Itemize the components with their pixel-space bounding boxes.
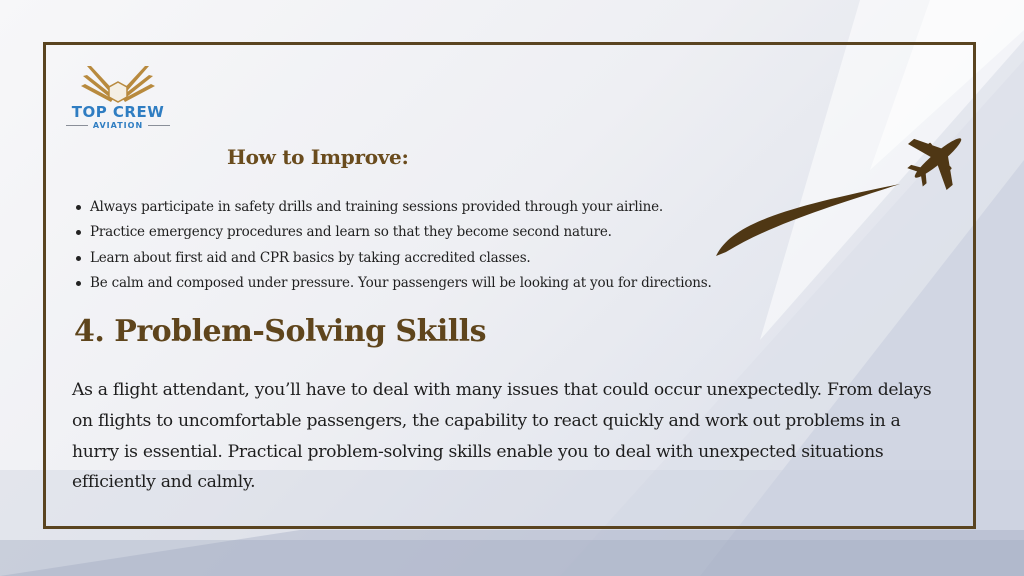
airplane-icon bbox=[712, 128, 972, 263]
section-title: 4. Problem-Solving Skills bbox=[74, 314, 486, 349]
list-item: Be calm and composed under pressure. Your passengers will be looking at you for directions. bbox=[70, 272, 712, 297]
logo-subtitle: AVIATION bbox=[57, 121, 179, 131]
list-item: Always participate in safety drills and training sessions provided through your airline. bbox=[70, 196, 712, 221]
improve-heading: How to Improve: bbox=[227, 145, 409, 169]
list-item: Practice emergency procedures and learn so that they become second nature. bbox=[70, 221, 712, 246]
improve-list bbox=[70, 196, 712, 297]
list-item: Learn about first aid and CPR basics by taking accredited classes. bbox=[70, 247, 712, 272]
logo-title: TOP CREW bbox=[71, 103, 165, 121]
section-body: As a flight attendant, you’ll have to deal with many issues that could occur unexpectedly. From delays on flights to uncomfortable passengers, the capability to react quickly and work out problems in a hurry is essential. Practical problem-solving skills enable you to deal with unexpected situations efficiently and calmly. bbox=[72, 380, 932, 493]
